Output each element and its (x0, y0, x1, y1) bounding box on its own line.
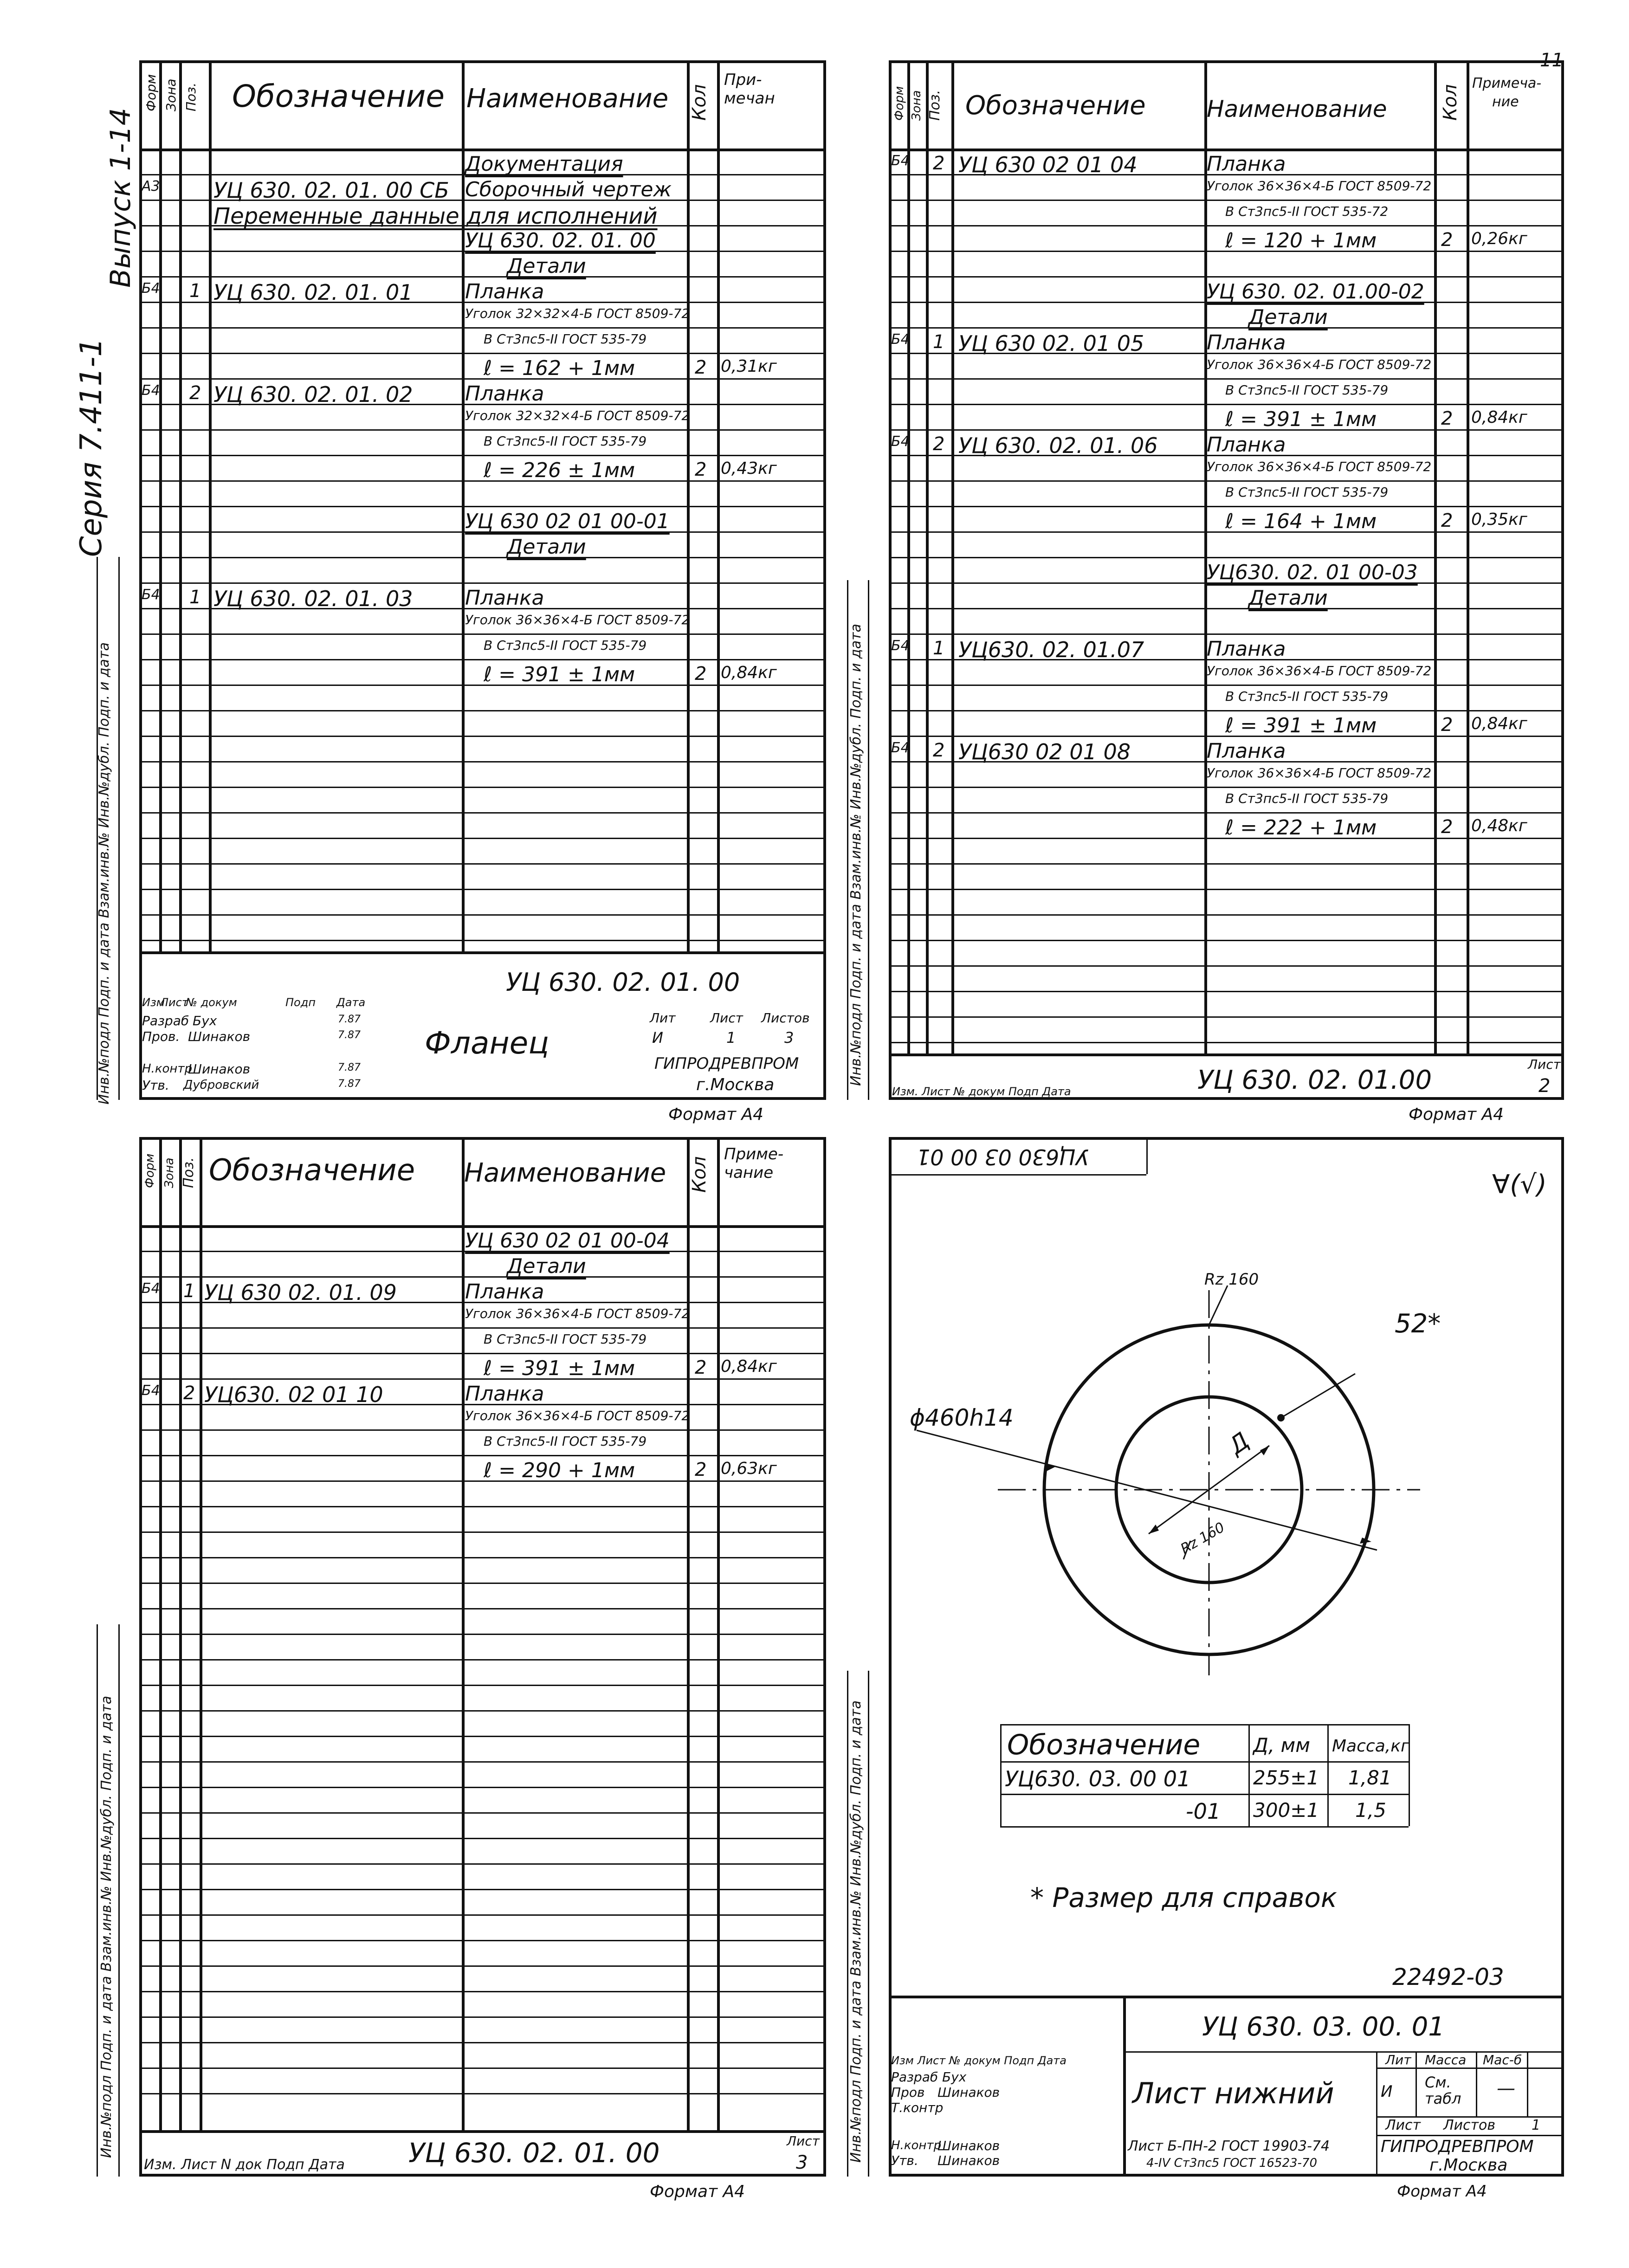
row-designation: УЦ 630. 02. 01. 01 (213, 280, 413, 305)
tb4-sheets-label: Листов (1443, 2117, 1496, 2133)
margin-stamp-labels-2: Инв.№подл Подп. и дата Взам.инв.№ Инв.№дубл. Подп. и дата (848, 623, 864, 1086)
col-header-format-2: Форм (892, 86, 906, 121)
sheet-3-code: УЦ 630. 02. 01. 00 (408, 2137, 660, 2169)
row-note: 0,26кг (1471, 229, 1527, 248)
tb4-code: УЦ 630. 03. 00. 01 (1202, 2012, 1445, 2042)
table-row-2-designation: -01 (1186, 1799, 1221, 1824)
row-name: УЦ 630. 02. 01. 00 (465, 229, 656, 252)
format-label: Формат А4 (668, 1105, 764, 1124)
city: г.Москва (696, 1075, 775, 1094)
tb4-city: г.Москва (1429, 2156, 1508, 2175)
table-row-1-mass: 1,81 (1348, 1766, 1392, 1789)
tb4-role-dev: Разраб (891, 2069, 938, 2085)
tb4-mass-label: Масса (1425, 2052, 1467, 2068)
date-norm-control: 7.87 (338, 1062, 361, 1073)
row-name: Детали (507, 535, 586, 559)
row-designation: УЦ 630. 02. 01. 00 СБ (213, 178, 449, 203)
row-name: ℓ = 164 + 1мм (1225, 510, 1377, 533)
tb4-material-2: 4-IV Ст3пс5 ГОСТ 16523-70 (1146, 2156, 1318, 2170)
tb4-sheet-label: Лист (1385, 2117, 1421, 2133)
col-header-zone-2: Зона (910, 90, 924, 121)
row-name: УЦ 630. 02. 01.00-02 (1207, 280, 1424, 304)
inner-diameter-label: Д (1223, 1427, 1254, 1460)
table-row-1-d: 255±1 (1253, 1766, 1319, 1789)
row-note: 0,84кг (1471, 408, 1527, 427)
sheet-2-sheet-label: Лист (1528, 1057, 1561, 1072)
stamp-number: 22492-03 (1392, 1964, 1504, 1990)
row-note: 0,43кг (721, 459, 777, 478)
row-name: Детали (1248, 305, 1328, 329)
row-name: В Ст3пс5-II ГОСТ 535-79 (484, 433, 647, 449)
row-qty: 2 (695, 1357, 707, 1378)
tb4-name-app: Шинаков (937, 2153, 1000, 2168)
sheet-2-footer-cols: Изм. Лист № докум Подп Дата (892, 1085, 1071, 1098)
sheet-2-format: Формат А4 (1409, 1105, 1504, 1124)
organization: ГИПРОДРЕВПРОМ (654, 1054, 799, 1073)
width-label: 52* (1395, 1309, 1441, 1339)
col-header-pos-2: Поз. (927, 90, 943, 121)
row-note: 0,48кг (1471, 816, 1527, 835)
sheet-label: Лист (710, 1010, 743, 1026)
col-header-designation-2: Обозначение (965, 90, 1146, 121)
sheet-3-footer-cols: Изм. Лист N док Подп Дата (144, 2157, 345, 2173)
row-format: Б4 (142, 280, 160, 297)
tb-hdr-change: Изм (142, 996, 165, 1009)
row-name: ℓ = 391 ± 1мм (484, 663, 635, 686)
row-note: 0,63кг (721, 1459, 777, 1478)
row-pos: 1 (189, 587, 201, 608)
col-header-format-3: Форм (143, 1153, 157, 1188)
row-designation: УЦ 630. 02. 01. 03 (213, 586, 413, 611)
margin-stamp-labels-1: Инв.№подл Подп. и дата Взам.инв.№ Инв.№дубл. Подп. и дата (96, 642, 112, 1105)
tb4-name-nc: Шинаков (937, 2138, 1000, 2153)
row-format: Б4 (891, 153, 910, 169)
row-name: В Ст3пс5-II ГОСТ 535-79 (484, 638, 647, 653)
rz-top-label: Rz 160 (1204, 1270, 1259, 1289)
col-header-note-a: При- (724, 71, 762, 89)
sheet-2-sheet-number: 2 (1538, 1075, 1551, 1097)
row-designation: УЦ 630 02. 01 05 (958, 331, 1144, 356)
row-name: Планка (465, 1382, 544, 1406)
row-note: 0,84кг (721, 663, 777, 682)
page-number: 11 (1540, 50, 1564, 71)
row-name: УЦ630. 02. 01 00-03 (1207, 561, 1418, 584)
title-block-title: Фланец (425, 1025, 549, 1061)
sheet-3-format: Формат А4 (650, 2182, 745, 2201)
tb-hdr-sheet: Лист (160, 996, 188, 1009)
row-name: Уголок 36×36×4-Б ГОСТ 8509-72 (1207, 459, 1432, 474)
col-header-zone: Зона (163, 78, 179, 111)
leader-dot (1277, 1414, 1285, 1422)
row-name: ℓ = 290 + 1мм (484, 1459, 635, 1482)
row-designation: УЦ 630. 02. 01. 02 (213, 382, 413, 407)
leader-rz-top (1209, 1286, 1228, 1325)
row-designation: УЦ630. 02. 01.07 (958, 637, 1144, 662)
role-norm-control: Н.контр (142, 1062, 193, 1076)
tb4-header-row: Изм Лист № докум Подп Дата (891, 2054, 1067, 2067)
row-name: Уголок 36×36×4-Б ГОСТ 8509-72 (1207, 178, 1432, 194)
row-name: В Ст3пс5-II ГОСТ 535-79 (1225, 485, 1389, 500)
row-designation: УЦ 630. 02. 01. 06 (958, 433, 1158, 458)
row-qty: 2 (695, 459, 707, 480)
col-header-name-2: Наименование (1207, 96, 1387, 123)
row-qty: 2 (1441, 229, 1453, 251)
row-designation: УЦ630. 02 01 10 (204, 1382, 383, 1407)
tb4-lit-label: Лит (1385, 2052, 1411, 2068)
sheet-value: 1 (726, 1029, 736, 1047)
row-designation: УЦ630 02 01 08 (958, 739, 1131, 764)
row-pos: 2 (933, 740, 945, 761)
row-name: Сборочный чертеж (465, 178, 672, 201)
tb4-scale-label: Мас-б (1483, 2052, 1522, 2068)
col-header-designation-3: Обозначение (209, 1153, 415, 1188)
outer-diameter-label: ϕ460h14 (910, 1404, 1014, 1431)
row-format: Б4 (891, 433, 910, 450)
row-name: Планка (1207, 152, 1286, 176)
date-checker: 7.87 (338, 1029, 361, 1041)
row-format: Б4 (891, 740, 910, 756)
sheet-3-sheet-label: Лист (787, 2133, 820, 2149)
tb4-role-chk: Пров (891, 2085, 925, 2100)
row-name: ℓ = 226 ± 1мм (484, 459, 635, 482)
tb4-role-nc: Н.контр (891, 2139, 942, 2152)
role-checker: Пров. (142, 1029, 180, 1044)
table-header-designation: Обозначение (1007, 1729, 1201, 1761)
row-name: Уголок 32×32×4-Б ГОСТ 8509-72 (465, 306, 690, 321)
row-name: Уголок 36×36×4-Б ГОСТ 8509-72 (465, 612, 690, 627)
col-header-note-b: мечан (724, 89, 775, 108)
row-name: В Ст3пс5-II ГОСТ 535-79 (1225, 791, 1389, 806)
row-name: В Ст3пс5-II ГОСТ 535-79 (1225, 689, 1389, 704)
row-note: 0,84кг (721, 1357, 777, 1376)
row-name: ℓ = 222 + 1мм (1225, 816, 1377, 840)
col-header-zone-3: Зона (162, 1157, 176, 1188)
lit-label: Лит (650, 1010, 676, 1026)
row-qty: 2 (1441, 408, 1453, 429)
tb4-name-chk: Шинаков (937, 2085, 1000, 2100)
table-header-d: Д, мм (1253, 1734, 1310, 1757)
row-designation: УЦ 630 02. 01. 09 (204, 1280, 397, 1305)
tb4-lit: И (1381, 2082, 1393, 2101)
row-name: Уголок 36×36×4-Б ГОСТ 8509-72 (465, 1306, 690, 1321)
row-qty: 2 (1441, 714, 1453, 736)
row-name: В Ст3пс5-II ГОСТ 535-79 (1225, 382, 1389, 398)
margin-stamp-labels-3: Инв.№подл Подп. и дата Взам.инв.№ Инв.№дубл. Подп. и дата (98, 1695, 115, 2158)
row-qty: 2 (1441, 816, 1453, 838)
name-developer: Бух (193, 1013, 217, 1028)
row-qty: 2 (695, 1459, 707, 1480)
row-name: Планка (1207, 331, 1286, 355)
lit-value: И (652, 1029, 663, 1047)
row-name: ℓ = 391 ± 1мм (1225, 714, 1377, 737)
row-pos: 2 (183, 1383, 195, 1404)
row-name: Планка (1207, 433, 1286, 457)
col-header-designation: Обозначение (232, 78, 445, 114)
tb-hdr-doc: № докум (186, 996, 237, 1009)
row-name: В Ст3пс5-II ГОСТ 535-79 (484, 1434, 647, 1449)
row-name: Уголок 32×32×4-Б ГОСТ 8509-72 (465, 408, 690, 423)
row-name: Планка (465, 1280, 544, 1304)
col-header-name-3: Наименование (464, 1158, 666, 1188)
table-header-mass: Масса,кг (1332, 1737, 1409, 1756)
row-pos: 1 (183, 1280, 195, 1302)
row-pos: 2 (933, 153, 945, 174)
row-name: В Ст3пс5-II ГОСТ 535-79 (484, 1331, 647, 1347)
row-designation: УЦ 630 02 01 04 (958, 152, 1138, 177)
row-name: Уголок 36×36×4-Б ГОСТ 8509-72 (1207, 357, 1432, 372)
row-format: А3 (142, 178, 160, 194)
col-header-qty: Кол (689, 84, 710, 121)
row-pos: 2 (189, 382, 201, 404)
row-name: Уголок 36×36×4-Б ГОСТ 8509-72 (1207, 663, 1432, 678)
row-format: Б4 (891, 638, 910, 654)
row-format: Б4 (142, 382, 160, 399)
rz-inner-label: Rz 160 (1177, 1519, 1228, 1557)
row-name: Планка (465, 382, 544, 406)
tb4-title: Лист нижний (1132, 2076, 1334, 2110)
footnote: * Размер для справок (1030, 1882, 1337, 1913)
col-header-qty-3: Кол (689, 1156, 710, 1193)
sheet-2-code: УЦ 630. 02. 01.00 (1197, 1065, 1432, 1095)
tb4-role-app: Утв. (891, 2153, 918, 2168)
row-note: 0,35кг (1471, 510, 1527, 529)
row-name: В Ст3пс5-II ГОСТ 535-72 (1225, 204, 1389, 219)
sheet-3-sheet-number: 3 (796, 2152, 808, 2173)
role-approved: Утв. (142, 1078, 169, 1093)
role-developer: Разраб (142, 1013, 189, 1028)
row-qty: 2 (695, 663, 707, 685)
name-approved: Дубровский (183, 1078, 259, 1092)
issue-label: Выпуск 1-14 (104, 108, 137, 288)
row-pos: 1 (189, 280, 201, 302)
row-name: Планка (1207, 637, 1286, 661)
row-pos: 2 (933, 433, 945, 455)
table-row-2-d: 300±1 (1253, 1799, 1319, 1822)
row-format: Б4 (142, 1280, 160, 1297)
row-name: Планка (465, 280, 544, 304)
row-name: ℓ = 120 + 1мм (1225, 229, 1377, 252)
tb4-role-tc: Т.контр (891, 2100, 944, 2115)
row-format: Б4 (142, 587, 160, 603)
col-header-note3-a: Приме- (724, 1145, 784, 1163)
row-name: Уголок 36×36×4-Б ГОСТ 8509-72 (465, 1408, 690, 1423)
tb-hdr-date: Дата (336, 996, 366, 1009)
table-row-1-designation: УЦ630. 03. 00 01 (1005, 1766, 1191, 1791)
row-name: ℓ = 391 ± 1мм (1225, 407, 1377, 431)
tb-hdr-sign: Подп (285, 996, 316, 1009)
name-norm-control: Шинаков (188, 1061, 251, 1077)
name-checker: Шинаков (188, 1029, 251, 1044)
arrow-inner-1 (1149, 1525, 1159, 1534)
tb4-sheets: 1 (1532, 2117, 1541, 2133)
row-format: Б4 (142, 1383, 160, 1399)
sheets-label: Листов (761, 1010, 810, 1026)
row-name: Детали (507, 254, 586, 278)
row-name: УЦ 630 02 01 00-04 (465, 1229, 670, 1253)
row-name: Уголок 36×36×4-Б ГОСТ 8509-72 (1207, 765, 1432, 781)
tb4-name-dev: Бух (942, 2069, 967, 2085)
col-header-note3-b: чание (724, 1163, 774, 1182)
row-name: Детали (507, 1254, 586, 1278)
row-note: 0,31кг (721, 357, 777, 376)
col-header-name: Наименование (466, 84, 669, 114)
col-header-pos-3: Поз. (181, 1157, 197, 1188)
tb4-material-1: Лист Б-ПН-2 ГОСТ 19903-74 (1128, 2138, 1330, 2154)
row-pos: 1 (933, 331, 945, 353)
tb4-scale: — (1497, 2078, 1515, 2099)
row-note: 0,84кг (1471, 714, 1527, 733)
title-block-code: УЦ 630. 02. 01. 00 (506, 968, 740, 997)
mirror-code: УЦ630 03 00 01 (917, 1144, 1089, 1170)
row-name: Планка (1207, 739, 1286, 763)
row-pos: 1 (933, 638, 945, 659)
row-name: В Ст3пс5-II ГОСТ 535-79 (484, 331, 647, 347)
arrow-inner-2 (1260, 1446, 1269, 1455)
row-qty: 2 (695, 357, 707, 378)
col-header-note2-b: ние (1492, 94, 1519, 110)
tb4-org: ГИПРОДРЕВПРОМ (1381, 2137, 1534, 2156)
series-label: Серия 7.411-1 (74, 337, 109, 557)
row-name: Документация (465, 152, 623, 176)
row-name: Детали (1248, 586, 1328, 610)
sheets-value: 3 (784, 1029, 794, 1047)
table-row-2-mass: 1,5 (1355, 1799, 1386, 1822)
col-header-qty-2: Кол (1440, 84, 1461, 121)
tb4-mass: См. табл (1425, 2074, 1461, 2108)
row-name: Планка (465, 586, 544, 610)
col-header-note2-a: Примеча- (1472, 75, 1542, 91)
row-name: ℓ = 162 + 1мм (484, 356, 635, 380)
date-approved: 7.87 (338, 1078, 361, 1090)
row-format: Б4 (891, 331, 910, 348)
roughness-symbol: ∀(√) (1492, 1170, 1547, 1200)
tb4-format: Формат А4 (1397, 2182, 1487, 2201)
margin-stamp-labels-4: Инв.№подл Подп. и дата Взам.инв.№ Инв.№дубл. Подп. и дата (848, 1700, 864, 2163)
col-header-pos: Поз. (183, 83, 199, 111)
row-section: Переменные данные для исполнений (213, 203, 658, 229)
col-header-format: Форм (143, 74, 159, 111)
date-developer: 7.87 (338, 1014, 361, 1025)
row-name: УЦ 630 02 01 00-01 (465, 510, 670, 533)
row-qty: 2 (1441, 510, 1453, 531)
row-name: ℓ = 391 ± 1мм (484, 1357, 635, 1380)
